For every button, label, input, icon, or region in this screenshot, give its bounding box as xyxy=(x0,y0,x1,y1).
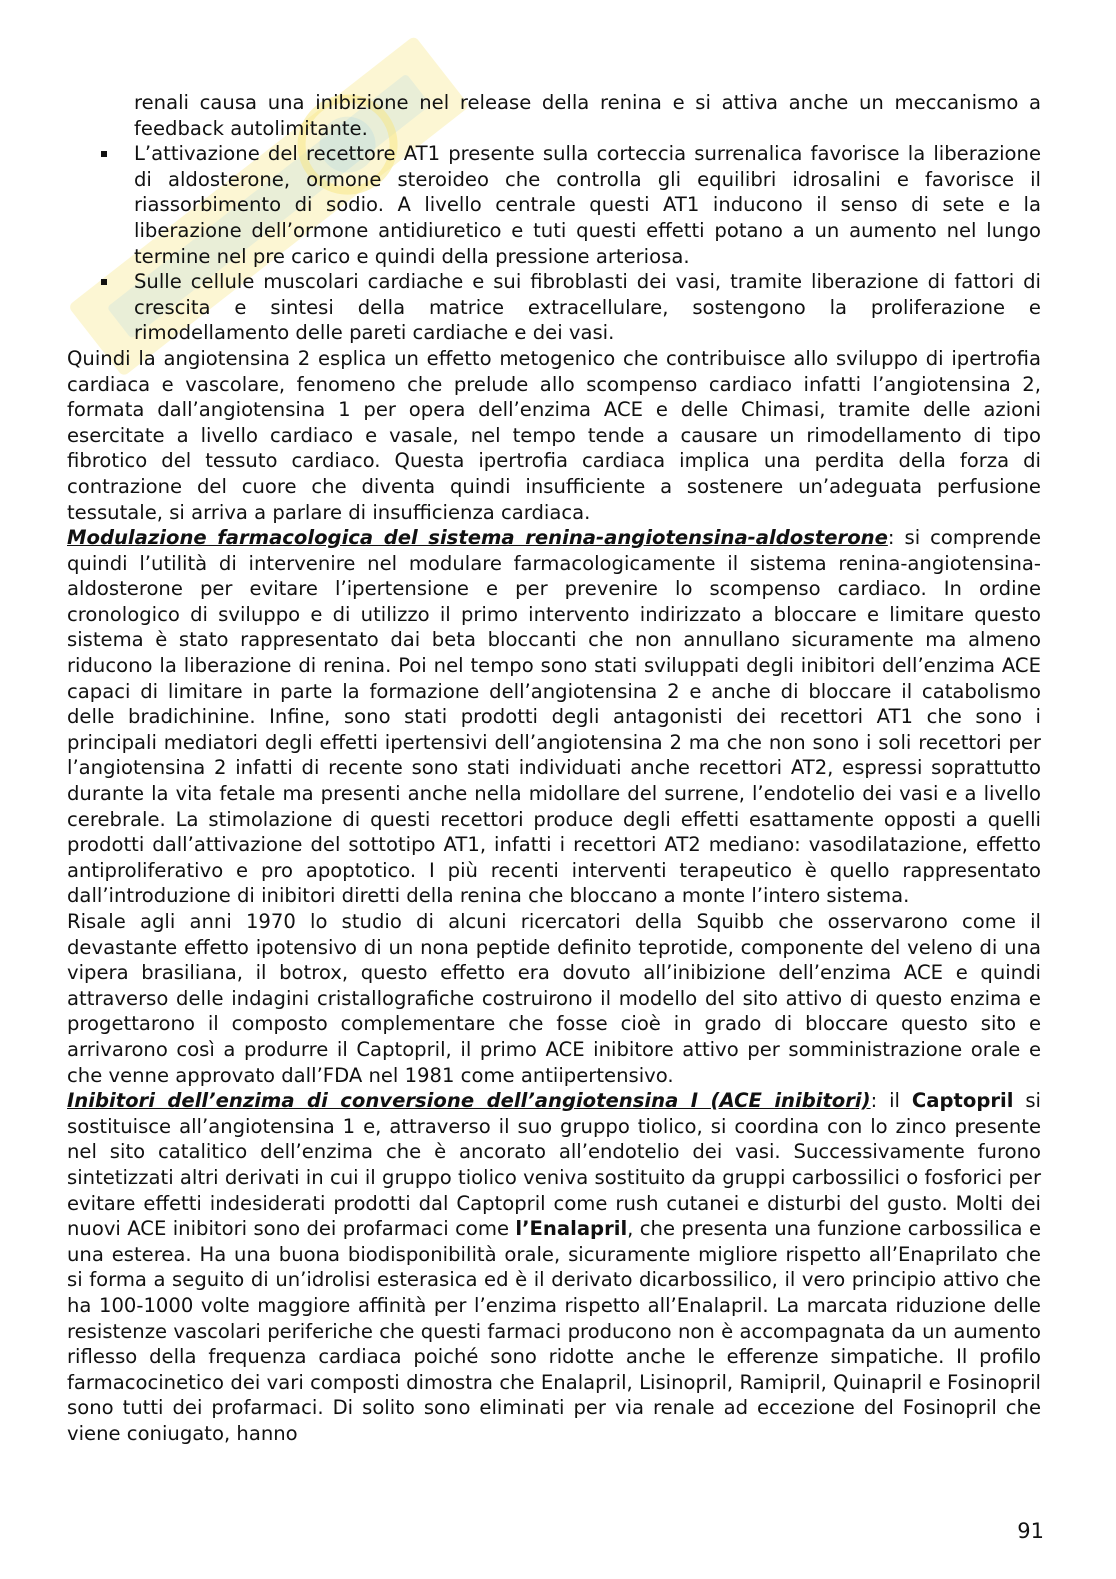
term-enalapril: l’Enalapril xyxy=(515,1217,628,1241)
heading-separator: : il xyxy=(870,1089,912,1113)
section-heading-modulation: Modulazione farmacologica del sistema renina-angiotensina-aldosterone xyxy=(67,526,888,550)
paragraph-history: Risale agli anni 1970 lo studio di alcuni ricercatori della Squibb che osservarono come il devastante effetto ipotensivo di un nona peptide definito teprotide, componente del veleno di una vipera brasiliana, il botrox, questo effetto era dovuto all’inibizione dell’enzima ACE e quindi attraverso delle indagini cristallografiche costruirono il modello del sito attivo di questo enzima e progettarono il composto complementare che fosse cioè in grado di bloccare questo sito e arrivarono così a produrre il Captopril, il primo ACE inibitore attivo per somministrazione orale e che venne approvato dall’FDA nel 1981 come antiipertensivo. xyxy=(67,910,1041,1087)
modulation-text: si comprende quindi l’utilità di intervenire nel modulare farmacologicamente il sistema renina-angiotensina-aldosterone per evitare l’ipertensione e per prevenire lo scompenso cardiaco. In ordine cronologico di sviluppo e di utilizzo il primo intervento indirizzato a bloccare e limitare questo sistema è stato rappresentato dai beta bloccanti che non annullano sicuramente ma almeno riducono la liberazione di renina. Poi nel tempo sono stati sviluppati degli inibitori dell’enzima ACE capaci di limitare in parte la formazione dell’angiotensina 2 e anche di bloccare il catabolismo delle bradichinine. Infine, sono stati prodotti degli antagonisti dei recettori AT1 che sono i principali mediatori degli effetti ipertensivi dell’angiotensina 2 ma che non sono i soli recettori per l’angiotensina 2 infatti di recente sono stati individuati anche recettori AT2, espressi soprattutto durante la vita fetale ma presenti anche nella midollare del surrene, l’endotelio dei vasi e a livello cerebrale. La stimolazione di questi recettori produce degli effetti esattamente opposti a quelli prodotti dall’attivazione del sottotipo AT1, infatti i recettori AT2 mediano: vasodilatazione, effetto antiproliferativo e pro apoptotico. I più recenti interventi terapeutico è quello rappresentato dall’introduzione di inibitori diretti della renina che bloccano a monte l’intero sistema. xyxy=(67,526,1041,908)
list-item xyxy=(67,141,1041,269)
section-heading-ace-inhibitors: Inibitori dell’enzima di conversione dell’angiotensina I (ACE inibitori) xyxy=(67,1089,871,1113)
ace-text-2: , che presenta una funzione carbossilica e una esterea. Ha una buona biodisponibilità orale, sicuramente migliore rispetto all’Enaprilato che si forma a seguito di un’idrolisi esterasica ed è il derivato dicarbossilico, il vero principio attivo che ha 100-1000 volte maggiore affinità per l’enzima rispetto all’Enalapril. La marcata riduzione delle resistenze vascolari periferiche che questi farmaci producono non è accompagnata da un aumento riflesso della frequenza cardiaca poiché sono ridotte anche le efferenze simpatiche. Il profilo farmacocinetico dei vari composti dimostra che Enalapril, Lisinopril, Ramipril, Quinapril e Fosinopril sono tutti dei profarmaci. Di solito sono eliminati per via renale ad eccezione del Fosinopril che viene coniugato, hanno xyxy=(67,1217,1041,1445)
list-item xyxy=(67,269,1041,346)
list-item-text: L’attivazione del recettore AT1 presente sulla corteccia surrenalica favorisce la liberazione di aldosterone, ormone steroideo che controlla gli equilibri idrosalini e favorisce il riassorbimento di sodio. A livello centrale questi AT1 inducono il senso di sete e la liberazione dell’ormone antidiuretico e tuti questi effetti potano a un aumento nel lungo termine nel pre carico e quindi della pressione arteriosa. xyxy=(134,142,1041,268)
document-page xyxy=(67,90,1041,1446)
paragraph-hypertrophy: Quindi la angiotensina 2 esplica un effetto metogenico che contribuisce allo sviluppo di ipertrofia cardiaca e vascolare, fenomeno che prelude allo scompenso cardiaco infatti l’angiotensina 2, formata dall’angiotensina 1 per opera dell’enzima ACE e delle Chimasi, tramite delle azioni esercitate a livello cardiaco e vasale, nel tempo tende a causare un rimodellamento di tipo fibrotico del tessuto cardiaco. Questa ipertrofia cardiaca implica una perdita della forza di contrazione del cuore che diventa quindi insufficiente a sostenere un’adeguata perfusione tessutale, si arriva a parlare di insufficienza cardiaca. xyxy=(67,346,1041,524)
list-item-text: Sulle cellule muscolari cardiache e sui fibroblasti dei vasi, tramite liberazione di fattori di crescita e sintesi della matrice extracellulare, sostengono la proliferazione e rimodellamento delle pareti cardiache e dei vasi. xyxy=(134,270,1041,345)
bullet-list xyxy=(67,141,1041,346)
heading-separator: : xyxy=(887,526,895,550)
paragraph-modulation xyxy=(67,525,1041,909)
paragraph-ace-inhibitors xyxy=(67,1088,1041,1446)
page-number: 91 xyxy=(1017,1519,1044,1543)
ace-text-1: si sostituisce all’angiotensina 1 e, attraverso il suo gruppo tiolico, si coordina con lo zinco presente nel sito catalitico dell’enzima che è ancorato all’endotelio dei vasi. Successivamente furono sintetizzati altri derivati in cui il gruppo tiolico veniva sostituito da gruppi carbossilici o fosforici per evitare effetti indesiderati prodotti dal Captopril come rush cutanei e disturbi del gusto. Molti dei nuovi ACE inibitori sono dei profarmaci come xyxy=(67,1089,1041,1241)
square-bullet-icon xyxy=(101,151,107,157)
square-bullet-icon xyxy=(101,279,107,285)
term-captopril: Captopril xyxy=(911,1089,1014,1113)
intro-continuation: renali causa una inibizione nel release della renina e si attiva anche un meccanismo a feedback autolimitante. xyxy=(134,91,1041,140)
